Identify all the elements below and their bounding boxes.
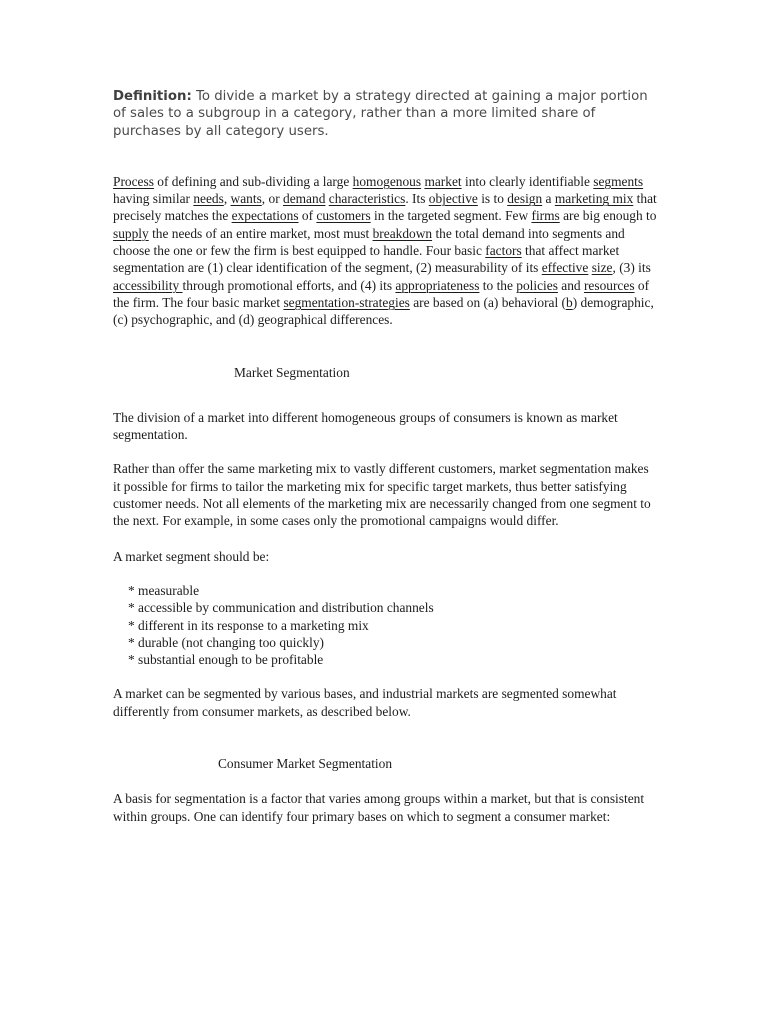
list-item: * substantial enough to be profitable bbox=[128, 652, 324, 668]
paragraph-text: of defining and sub-dividing a large bbox=[153, 173, 353, 189]
glossary-link[interactable]: marketing mix bbox=[554, 191, 634, 207]
paragraph-text: the total demand into segments and choose the one or few the firm is best equipped to handle. Four basic bbox=[113, 225, 625, 259]
glossary-link[interactable]: b bbox=[566, 294, 573, 310]
process-paragraph bbox=[113, 173, 658, 329]
paragraph-text: in the targeted segment. Few bbox=[370, 208, 532, 224]
list-item: * different in its response to a marketing mix bbox=[128, 617, 369, 633]
paragraph-text: , bbox=[223, 191, 231, 207]
list-item: * measurable bbox=[128, 582, 200, 598]
glossary-link[interactable]: needs bbox=[193, 191, 224, 207]
paragraph-text: through promotional efforts, and (4) its bbox=[182, 277, 396, 293]
definition-term: Definition: bbox=[113, 89, 192, 104]
segment-criteria-list bbox=[113, 582, 658, 668]
paragraph-text: that precisely matches the bbox=[113, 191, 657, 224]
paragraph-basis-for-segmentation: A basis for segmentation is a factor that varies among groups within a market, but that is consistent within groups. One can identify four primary bases on which to segment a consumer market: bbox=[113, 791, 645, 824]
paragraph-division: The division of a market into different homogeneous groups of consumers is known as market segmentation. bbox=[113, 409, 618, 443]
glossary-link[interactable]: demand bbox=[283, 191, 326, 207]
paragraph-text: and bbox=[557, 277, 584, 293]
glossary-link[interactable]: accessibility bbox=[113, 277, 183, 293]
paragraph-text: the needs of an entire market, most must bbox=[148, 225, 373, 241]
paragraph-text: ) demographic, (c) psychographic, and (d) geographical differences. bbox=[113, 294, 654, 328]
document-page bbox=[113, 88, 658, 825]
paragraph-text: are based on (a) behavioral ( bbox=[409, 294, 567, 310]
glossary-link[interactable]: characteristics bbox=[328, 191, 406, 207]
glossary-link[interactable]: resources bbox=[583, 277, 635, 293]
glossary-link[interactable]: firms bbox=[531, 208, 560, 224]
glossary-link[interactable]: segmentation-strategies bbox=[283, 294, 410, 310]
glossary-link[interactable]: factors bbox=[485, 243, 522, 259]
glossary-link[interactable]: segments bbox=[593, 173, 644, 189]
list-item: * durable (not changing too quickly) bbox=[128, 634, 324, 650]
definition-paragraph bbox=[113, 88, 658, 140]
paragraph-text: is to bbox=[477, 191, 508, 207]
glossary-link[interactable]: expectations bbox=[231, 208, 299, 224]
paragraph-text: are big enough to bbox=[559, 208, 657, 224]
glossary-link[interactable]: size bbox=[591, 260, 613, 276]
paragraph-bases: A market can be segmented by various bases, and industrial markets are segmented somewhat differently from consumer markets, as described below. bbox=[113, 686, 617, 719]
paragraph-text: to the bbox=[479, 277, 517, 293]
paragraph-text: , (3) its bbox=[612, 260, 651, 276]
heading-consumer-market-segmentation: Consumer Market Segmentation bbox=[218, 756, 393, 772]
paragraph-text: having similar bbox=[113, 191, 194, 207]
glossary-link[interactable]: homogenous bbox=[352, 173, 422, 189]
paragraph-text: that affect market segmentation are (1) clear identification of the segment, (2) measurability of its bbox=[113, 243, 620, 276]
glossary-link[interactable]: policies bbox=[516, 277, 558, 293]
glossary-link[interactable]: objective bbox=[428, 191, 478, 207]
paragraph-text: of the firm. The four basic market bbox=[113, 277, 650, 310]
paragraph-text: into clearly identifiable bbox=[461, 173, 594, 189]
paragraph-marketing-mix: Rather than offer the same marketing mix to vastly different customers, market segmentation makes it possible for firms to tailor the marketing mix for specific target markets, thus better satisfying customer needs. Not all elements of the marketing mix are necessarily changed from one segment to the next. For example, in some cases only the promotional campaigns would differ. bbox=[113, 461, 651, 529]
paragraph-segment-should-be: A market segment should be: bbox=[113, 548, 270, 564]
glossary-link[interactable]: supply bbox=[113, 225, 149, 241]
glossary-link[interactable]: appropriateness bbox=[395, 277, 480, 293]
definition-text: To divide a market by a strategy directed at gaining a major portion of sales to a subgroup in a category, rather than a more limited share of purchases by all category users. bbox=[113, 89, 648, 139]
glossary-link[interactable]: market bbox=[424, 173, 462, 189]
glossary-link[interactable]: breakdown bbox=[372, 225, 433, 241]
paragraph-text: a bbox=[542, 191, 555, 207]
glossary-link[interactable]: effective bbox=[541, 260, 589, 276]
glossary-link[interactable]: design bbox=[507, 191, 543, 207]
glossary-link[interactable]: customers bbox=[316, 208, 371, 224]
heading-market-segmentation: Market Segmentation bbox=[234, 364, 350, 380]
paragraph-text: , or bbox=[261, 191, 283, 207]
list-item: * accessible by communication and distribution channels bbox=[128, 600, 434, 616]
glossary-link[interactable]: wants bbox=[230, 191, 262, 207]
paragraph-text: of bbox=[298, 208, 317, 224]
paragraph-text: . Its bbox=[405, 191, 429, 207]
glossary-link[interactable]: Process bbox=[113, 173, 154, 189]
